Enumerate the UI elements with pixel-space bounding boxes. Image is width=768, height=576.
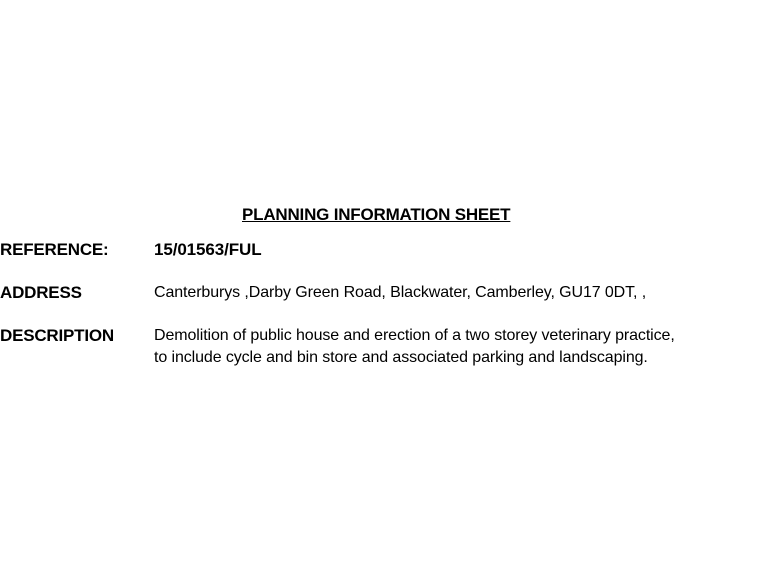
sheet-title: PLANNING INFORMATION SHEET xyxy=(242,205,511,224)
description-value xyxy=(154,325,675,369)
reference-label: REFERENCE: xyxy=(0,240,109,259)
address-value: Canterburys ,Darby Green Road, Blackwater, Camberley, GU17 0DT, , xyxy=(154,284,647,301)
reference-value: 15/01563/FUL xyxy=(154,240,262,259)
description-line-2: to include cycle and bin store and associated parking and landscaping. xyxy=(154,349,648,366)
address-label: ADDRESS xyxy=(0,283,82,302)
description-line-1: Demolition of public house and erection of a two storey veterinary practice, xyxy=(154,327,675,344)
description-label: DESCRIPTION xyxy=(0,326,114,345)
